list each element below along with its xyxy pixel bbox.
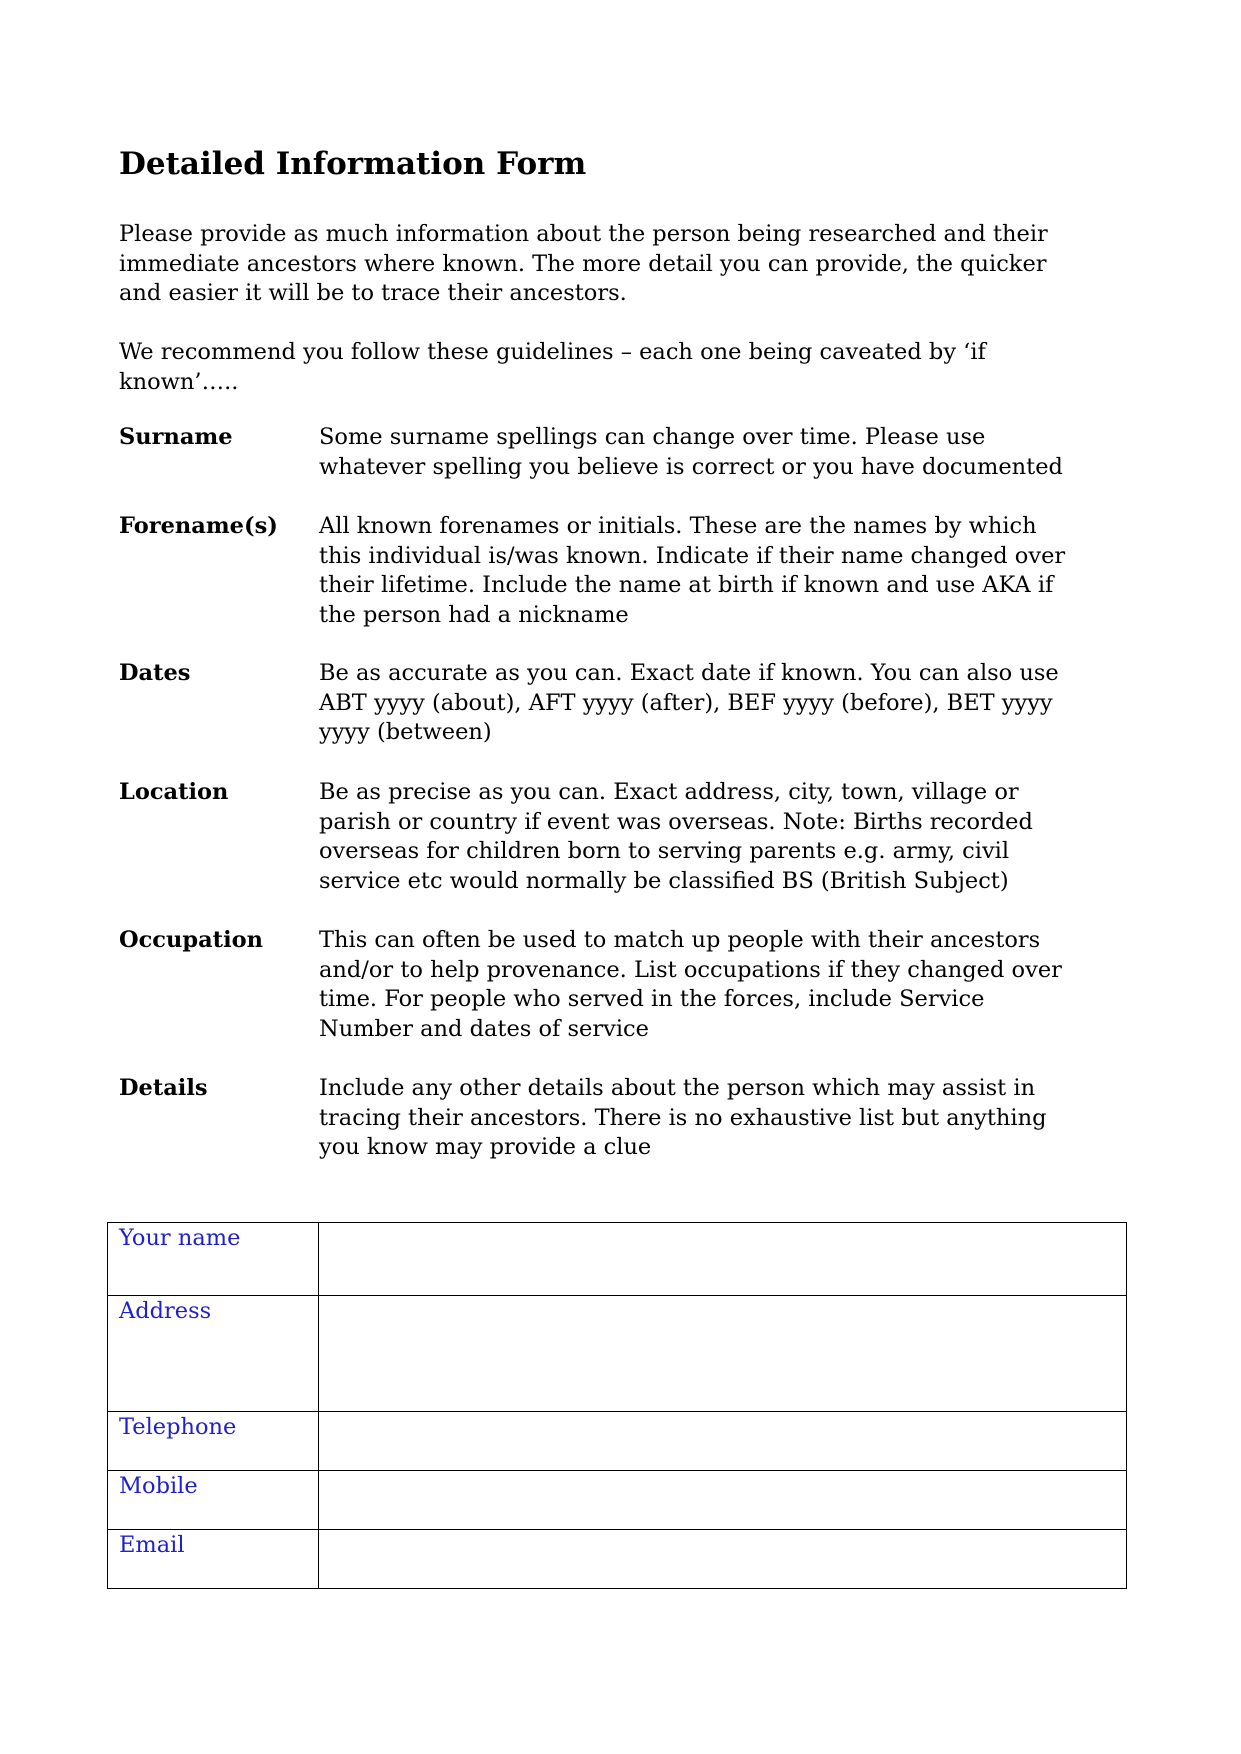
guideline-description-line: whatever spelling you believe is correct or you have documented (319, 453, 1063, 480)
address-field[interactable] (319, 1296, 1127, 1412)
intro-paragraph-1 (119, 220, 1129, 309)
contact-row-address (108, 1296, 1127, 1412)
guideline-description-line: time. For people who served in the forces, include Service (319, 986, 985, 1012)
guideline-term: Location (119, 779, 229, 805)
guideline-description (319, 423, 1063, 482)
contact-row-mobile (108, 1471, 1127, 1530)
guideline-description-line: and/or to help provenance. List occupations if they changed over (319, 956, 1062, 983)
email-field[interactable] (319, 1530, 1127, 1589)
guideline-description-line: Number and dates of service (319, 1015, 649, 1042)
guideline-description-line: Be as precise as you can. Exact address, city, town, village or (319, 779, 1019, 805)
guideline-description-line: service etc would normally be classified BS (British Subject) (319, 867, 1009, 894)
guideline-description-line: overseas for children born to serving parents e.g. army, civil (319, 838, 1010, 864)
contact-label-telephone: Telephone (108, 1412, 319, 1471)
your-name-field[interactable] (319, 1223, 1127, 1296)
guideline-term: Surname (119, 424, 233, 450)
guideline-description (319, 1074, 1047, 1163)
guideline-description-line: This can often be used to match up people with their ancestors (319, 927, 1041, 953)
guideline-description-line: you know may provide a clue (319, 1134, 652, 1160)
contact-label-address: Address (108, 1296, 319, 1412)
guideline-description-line: their lifetime. Include the name at birth if known and use AKA if (319, 572, 1054, 598)
intro-paragraph-1-line: Please provide as much information about the person being researched and their (119, 221, 1048, 247)
guideline-description-line: parish or country if event was overseas. Note: Births recorded (319, 808, 1033, 835)
intro-paragraph-2-line: We recommend you follow these guidelines – each one being caveated by ‘if (119, 339, 986, 365)
guideline-term: Occupation (119, 927, 263, 953)
intro-paragraph-1-line: immediate ancestors where known. The more detail you can provide, the quicker (119, 250, 1047, 277)
contact-label-mobile: Mobile (108, 1471, 319, 1530)
page-title: Detailed Information Form (119, 146, 587, 182)
intro-paragraph-2 (119, 338, 1129, 397)
contact-row-telephone (108, 1412, 1127, 1471)
guideline-term: Details (119, 1075, 208, 1101)
guideline-description (319, 778, 1033, 896)
guideline-description (319, 512, 1065, 630)
guideline-description-line: Be as accurate as you can. Exact date if known. You can also use (319, 660, 1059, 686)
contact-row-your-name (108, 1223, 1127, 1296)
intro-paragraph-1-line: and easier it will be to trace their ancestors. (119, 280, 627, 306)
contact-details-table (107, 1222, 1127, 1589)
guideline-description-line: this individual is/was known. Indicate if their name changed over (319, 542, 1066, 569)
contact-row-email (108, 1530, 1127, 1589)
guideline-description-line: the person had a nickname (319, 601, 629, 628)
guideline-description-line: ABT yyyy (about), AFT yyyy (after), BEF yyyy (before), BET yyyy (319, 689, 1053, 716)
intro-paragraph-2-line: known’….. (119, 368, 239, 395)
guideline-description (319, 659, 1059, 748)
guideline-description-line: tracing their ancestors. There is no exhaustive list but anything (319, 1104, 1047, 1131)
guideline-description-line: yyyy (between) (319, 719, 492, 745)
contact-label-your-name: Your name (108, 1223, 319, 1296)
telephone-field[interactable] (319, 1412, 1127, 1471)
guideline-description-line: Include any other details about the person which may assist in (319, 1075, 1036, 1101)
guideline-description-line: Some surname spellings can change over time. Please use (319, 424, 986, 450)
guideline-description (319, 926, 1062, 1044)
guideline-term: Dates (119, 660, 191, 686)
guideline-description-line: All known forenames or initials. These are the names by which (319, 513, 1037, 539)
contact-label-email: Email (108, 1530, 319, 1589)
guideline-term: Forename(s) (119, 513, 278, 539)
mobile-field[interactable] (319, 1471, 1127, 1530)
